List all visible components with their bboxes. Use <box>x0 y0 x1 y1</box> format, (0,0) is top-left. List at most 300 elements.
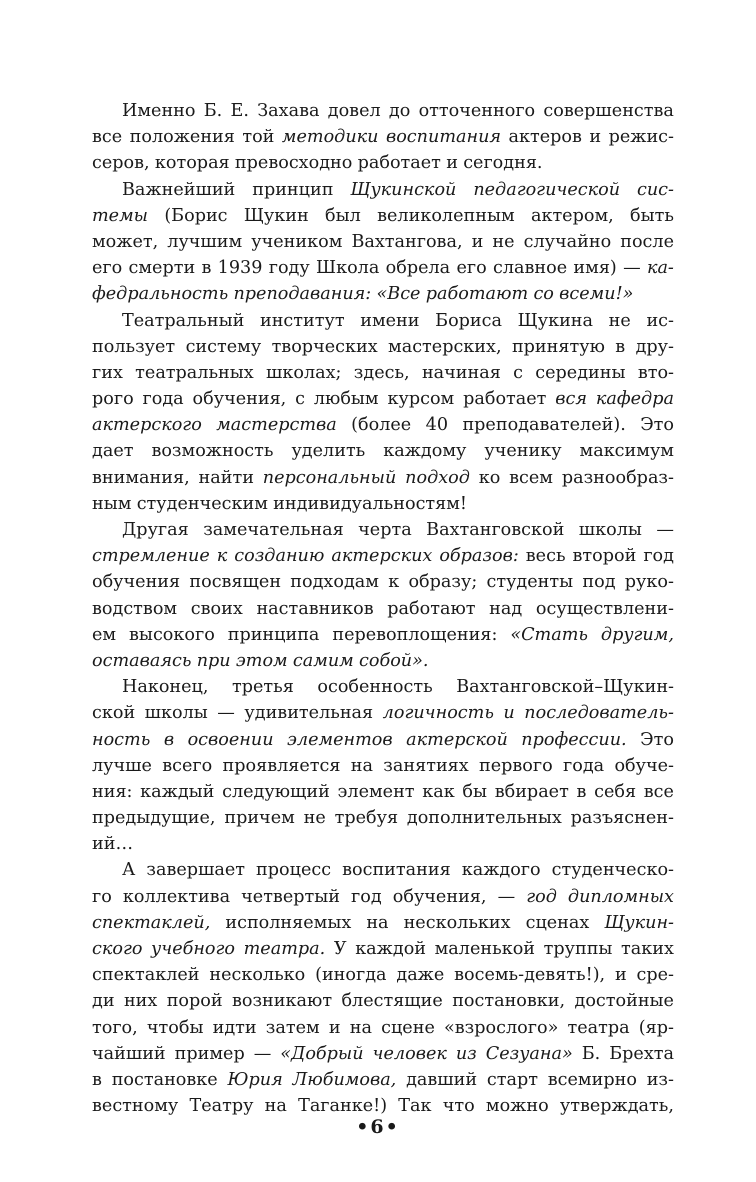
word: начиная <box>421 362 501 383</box>
word: перевоплощения: <box>332 624 498 645</box>
word: в <box>201 258 212 279</box>
word: Брехта <box>609 1043 674 1064</box>
text-line <box>92 936 674 962</box>
word: сре- <box>636 965 674 986</box>
word: порой <box>166 991 223 1012</box>
word: лучшим <box>167 231 243 252</box>
italic-word: ность <box>92 729 151 750</box>
word: не <box>608 310 631 331</box>
word: — <box>623 258 641 279</box>
word: — <box>217 703 235 724</box>
paragraph <box>92 857 674 1119</box>
paragraph <box>92 177 674 308</box>
text-line <box>92 569 674 595</box>
word: к <box>388 572 400 593</box>
word: гих <box>92 362 123 383</box>
word: с <box>513 362 523 383</box>
word: Другая <box>122 520 189 540</box>
italic-word: актерской <box>406 729 508 750</box>
italic-word: год <box>526 886 557 907</box>
word: на <box>349 1017 372 1038</box>
word: наставников <box>256 598 374 619</box>
italic-word: из <box>455 1043 477 1064</box>
word: Наконец, <box>122 677 209 698</box>
word: пользует <box>92 336 176 357</box>
italic-word: человек <box>372 1043 447 1064</box>
word: труппы <box>543 939 613 959</box>
word: Так <box>398 1096 432 1117</box>
word: (Борис <box>164 205 228 226</box>
word: до <box>388 101 411 121</box>
word: которая <box>154 153 230 174</box>
word: обучения, <box>192 389 287 410</box>
word: — <box>253 1043 272 1064</box>
word: спектаклей <box>92 965 200 986</box>
word: (иногда <box>315 965 387 986</box>
word: любым <box>313 389 379 410</box>
word: причем <box>224 808 295 829</box>
word: удивительная <box>244 703 374 724</box>
word: предыдущие, <box>92 808 216 829</box>
word: третья <box>232 677 294 698</box>
word: коллектива <box>122 886 231 907</box>
word: Б. <box>203 101 223 121</box>
italic-word: сис- <box>636 179 674 200</box>
word: лучше <box>92 755 152 776</box>
word: превосходно <box>234 153 353 174</box>
word: Щукина <box>517 310 594 331</box>
word: ем <box>92 624 117 645</box>
italic-word: этом <box>235 650 288 671</box>
word: Это <box>640 415 674 436</box>
word: достойные <box>574 991 674 1012</box>
italic-word: к <box>216 546 228 567</box>
word: себя <box>594 781 637 802</box>
italic-word: оставаясь <box>92 650 192 671</box>
word: славное <box>492 258 568 279</box>
word: на <box>350 755 373 776</box>
italic-word: при <box>196 650 231 671</box>
text-line <box>92 412 674 438</box>
word: нескольких <box>403 912 511 933</box>
italic-word: Юрия <box>227 1069 283 1090</box>
word: не <box>492 231 515 252</box>
word: ко <box>478 467 501 488</box>
word: них <box>123 991 158 1012</box>
word: Театральный <box>122 310 245 331</box>
word: го <box>92 886 112 907</box>
word: вто- <box>637 362 674 383</box>
word: вестному <box>92 1096 179 1117</box>
paragraph <box>92 674 674 857</box>
text-line <box>92 596 674 622</box>
italic-word: и <box>503 703 515 724</box>
word: вбирает <box>494 781 569 802</box>
word: старт <box>486 1069 538 1090</box>
italic-word: Щукин- <box>604 912 674 933</box>
italic-word: театра. <box>243 939 326 959</box>
italic-word: темы <box>92 205 149 226</box>
word: году <box>268 258 310 279</box>
italic-word: методики <box>281 127 379 148</box>
italic-word: Любимова, <box>292 1069 397 1090</box>
text-line <box>92 622 674 648</box>
word: отточенного <box>418 101 536 121</box>
word: требуя <box>334 808 399 829</box>
word: подходам <box>290 572 379 593</box>
italic-word: подход <box>405 467 470 488</box>
text-line <box>92 281 674 307</box>
word: ис- <box>646 310 674 331</box>
text-line <box>92 229 674 255</box>
text-line <box>92 438 674 464</box>
italic-word: вся <box>555 389 588 410</box>
italic-word: созданию <box>234 546 325 567</box>
word: театральных <box>135 362 254 383</box>
word: — <box>656 520 674 540</box>
italic-word: самим <box>292 650 354 671</box>
word: год <box>643 546 674 567</box>
italic-word: мастерства <box>216 415 337 436</box>
word: постановке <box>111 1069 218 1090</box>
word: ным <box>92 493 132 514</box>
word: учеником <box>251 231 343 252</box>
word: мастерских, <box>388 336 502 357</box>
word: преподавателей). <box>462 415 626 436</box>
word: обуче- <box>614 755 674 776</box>
word: следующий <box>222 781 330 802</box>
word: Это <box>640 729 674 750</box>
word: на <box>366 912 389 933</box>
italic-word: профессии. <box>521 729 627 750</box>
word: Именно <box>122 101 196 121</box>
italic-word: последователь- <box>524 703 674 724</box>
word: студенты <box>486 572 574 593</box>
word: 40 <box>425 415 449 436</box>
italic-word: в <box>163 729 175 750</box>
word: ния: <box>92 781 133 802</box>
word: обучения, <box>392 886 487 907</box>
word: ди <box>92 991 115 1012</box>
word: внимания, <box>92 467 190 488</box>
text-line <box>92 150 674 176</box>
word: рого <box>92 389 134 410</box>
italic-word: актерского <box>92 415 202 436</box>
word: после <box>620 231 674 252</box>
word: несколько <box>209 965 306 986</box>
word: затем <box>265 1017 320 1038</box>
word: в <box>576 781 587 802</box>
text-line <box>92 465 674 491</box>
word: Вахтангова, <box>351 231 463 252</box>
word: Щукин <box>243 205 309 226</box>
word: под <box>582 572 616 593</box>
word: ий… <box>92 834 134 855</box>
word: обучения <box>92 572 181 593</box>
italic-word: «Добрый <box>280 1043 364 1064</box>
word: осуществлени- <box>535 598 674 619</box>
word: что <box>442 1096 475 1117</box>
word: каждый <box>140 781 215 802</box>
word: возникают <box>231 991 333 1012</box>
italic-word: дипломных <box>567 886 674 907</box>
word: актеров <box>508 127 582 148</box>
word: восемь-девять!), <box>454 965 606 986</box>
word: и <box>446 153 458 174</box>
word: всем <box>509 467 553 488</box>
word: давший <box>406 1069 478 1090</box>
text-line <box>92 779 674 805</box>
italic-word: работают <box>425 284 529 305</box>
word: ской <box>92 703 136 724</box>
word: «взрослого» <box>444 1017 559 1038</box>
word: — <box>497 886 516 907</box>
italic-word: логичность <box>382 703 494 724</box>
word: А <box>122 860 136 881</box>
word: года <box>563 755 605 776</box>
word: курсом <box>387 389 455 410</box>
word: актером, <box>530 205 614 226</box>
word: разъяснен- <box>570 808 674 829</box>
word: утверждать, <box>559 1096 674 1117</box>
word: высокого <box>129 624 215 645</box>
word: режис- <box>608 127 674 148</box>
word: того, <box>92 1017 138 1038</box>
italic-word: преподавания: <box>233 284 372 305</box>
word: проявляется <box>222 755 341 776</box>
word: случайно <box>523 231 612 252</box>
word: той <box>242 127 275 148</box>
text-line <box>92 727 674 753</box>
word: все <box>92 127 123 148</box>
word: дополнительных <box>406 808 562 829</box>
word: на <box>264 1096 287 1117</box>
word: исполняемых <box>225 912 352 933</box>
word: блестящие <box>341 991 443 1012</box>
word: имя) <box>573 258 617 279</box>
italic-word: федральность <box>92 284 229 305</box>
italic-word: образов: <box>439 546 519 567</box>
word: черта <box>358 520 412 540</box>
word: серов, <box>92 153 150 174</box>
word: индивидуальностям! <box>273 493 468 514</box>
word: всемирно <box>547 1069 637 1090</box>
text-line <box>92 177 674 203</box>
word: быть <box>630 205 674 226</box>
italic-word: освоении <box>187 729 274 750</box>
word: маленькой <box>434 939 536 959</box>
word: первого <box>479 755 553 776</box>
italic-word: Щукинской <box>350 179 457 200</box>
word: Важнейший <box>122 179 236 200</box>
word: все <box>643 781 674 802</box>
italic-word: со <box>533 284 554 305</box>
word: возможность <box>151 441 274 462</box>
text-line <box>92 988 674 1014</box>
word: и <box>471 231 484 252</box>
paragraph <box>92 98 674 177</box>
word: (яр- <box>638 1017 674 1038</box>
word: года <box>142 389 184 410</box>
word: школах; <box>266 362 342 383</box>
word: весь <box>525 546 566 567</box>
word: сцене <box>381 1017 435 1038</box>
word: разнообраз- <box>561 467 674 488</box>
text-line <box>92 910 674 936</box>
word: четвертый <box>241 886 340 907</box>
word: и <box>614 965 627 986</box>
word: и <box>589 127 602 148</box>
word: в <box>92 1069 102 1090</box>
italic-word: собой». <box>359 650 429 671</box>
word: Вахтанговской–Щукин- <box>456 677 674 698</box>
word: принципа <box>227 624 320 645</box>
word: даже <box>396 965 445 986</box>
text-line <box>92 386 674 412</box>
word: работает <box>357 153 441 174</box>
text-line <box>92 517 674 543</box>
word: посвящен <box>189 572 282 593</box>
word: Б. <box>581 1043 601 1064</box>
word: каждому <box>383 441 467 462</box>
word: Бориса <box>435 310 502 331</box>
italic-word: педагогической <box>473 179 621 200</box>
word: его <box>92 258 123 279</box>
word: каждого <box>461 860 541 881</box>
italic-word: учебного <box>151 939 236 959</box>
word: как <box>422 781 455 802</box>
word: ученику <box>484 441 562 462</box>
word: элемент <box>337 781 415 802</box>
word: театра <box>567 1017 630 1038</box>
word: своих <box>190 598 243 619</box>
word: студенческо- <box>551 860 674 881</box>
text-line <box>92 308 674 334</box>
word: может, <box>92 231 159 252</box>
word: бы <box>462 781 488 802</box>
word: сценах <box>525 912 590 933</box>
word: над <box>489 598 523 619</box>
word: Е. <box>230 101 249 121</box>
italic-word: «Стать <box>510 624 588 645</box>
word: можно <box>485 1096 549 1117</box>
word: максимум <box>579 441 674 462</box>
word: систему <box>185 336 262 357</box>
italic-word: всеми!» <box>559 284 634 305</box>
text-line <box>92 543 674 569</box>
word: работает <box>463 389 547 410</box>
word: каждой <box>355 939 427 959</box>
italic-word: ка- <box>646 258 674 279</box>
text-line <box>92 124 674 150</box>
word: всего <box>162 755 213 776</box>
word: 1939 <box>217 258 263 279</box>
word: руко- <box>624 572 674 593</box>
text-line <box>92 1015 674 1041</box>
text-line <box>92 1041 674 1067</box>
word: Театру <box>189 1096 254 1117</box>
word: принятую <box>511 336 605 357</box>
word: (более <box>351 415 412 436</box>
word: школы <box>578 520 642 540</box>
italic-word: «Все <box>376 284 421 305</box>
paragraph <box>92 517 674 674</box>
word: работают <box>387 598 476 619</box>
text-line <box>92 360 674 386</box>
word: не <box>303 808 326 829</box>
italic-word: ского <box>92 939 143 959</box>
word: чтобы <box>146 1017 204 1038</box>
word: Школа <box>316 258 380 279</box>
word: был <box>325 205 361 226</box>
word: завершает <box>146 860 246 881</box>
word: сегодня. <box>463 153 543 174</box>
word: институт <box>259 310 345 331</box>
word: водством <box>92 598 178 619</box>
italic-word: другим, <box>600 624 674 645</box>
text-line <box>92 491 674 517</box>
word: его <box>456 258 487 279</box>
word: воспитания <box>342 860 451 881</box>
word: образу; <box>408 572 478 593</box>
word: середины <box>535 362 626 383</box>
text-line <box>92 648 674 674</box>
word: принцип <box>252 179 334 200</box>
word: из- <box>646 1069 674 1090</box>
word: занятиях <box>383 755 469 776</box>
italic-word: Сезуана» <box>485 1043 573 1064</box>
word: особенность <box>317 677 433 698</box>
word: год <box>351 886 382 907</box>
italic-word: элементов <box>287 729 393 750</box>
word: великолепным <box>377 205 515 226</box>
word: уделить <box>291 441 366 462</box>
page-body <box>92 98 674 1119</box>
text-line <box>92 831 674 857</box>
word: У <box>333 939 347 959</box>
text-line <box>92 962 674 988</box>
text-line <box>92 674 674 700</box>
text-line <box>92 203 674 229</box>
word: студенческим <box>136 493 268 514</box>
paragraph <box>92 308 674 518</box>
word: Вахтанговской <box>426 520 565 540</box>
text-line <box>92 1067 674 1093</box>
page-number: •6• <box>356 1116 400 1138</box>
word: и <box>328 1017 341 1038</box>
word: идти <box>212 1017 257 1038</box>
word: пример <box>174 1043 245 1064</box>
italic-word: воспитания <box>385 127 502 148</box>
word: смерти <box>128 258 196 279</box>
word: здесь, <box>353 362 410 383</box>
word: совершенства <box>543 101 674 121</box>
word: таких <box>621 939 674 959</box>
word: обрела <box>385 258 451 279</box>
italic-word: актерских <box>331 546 433 567</box>
word: положения <box>129 127 235 148</box>
text-line <box>92 334 674 360</box>
word: найти <box>198 467 254 488</box>
word: замечательная <box>203 520 344 540</box>
italic-word: кафедра <box>595 389 674 410</box>
text-line <box>92 700 674 726</box>
text-line <box>92 98 674 124</box>
word: школы <box>144 703 208 724</box>
text-line <box>92 857 674 883</box>
word: второй <box>572 546 637 567</box>
text-line <box>92 884 674 910</box>
